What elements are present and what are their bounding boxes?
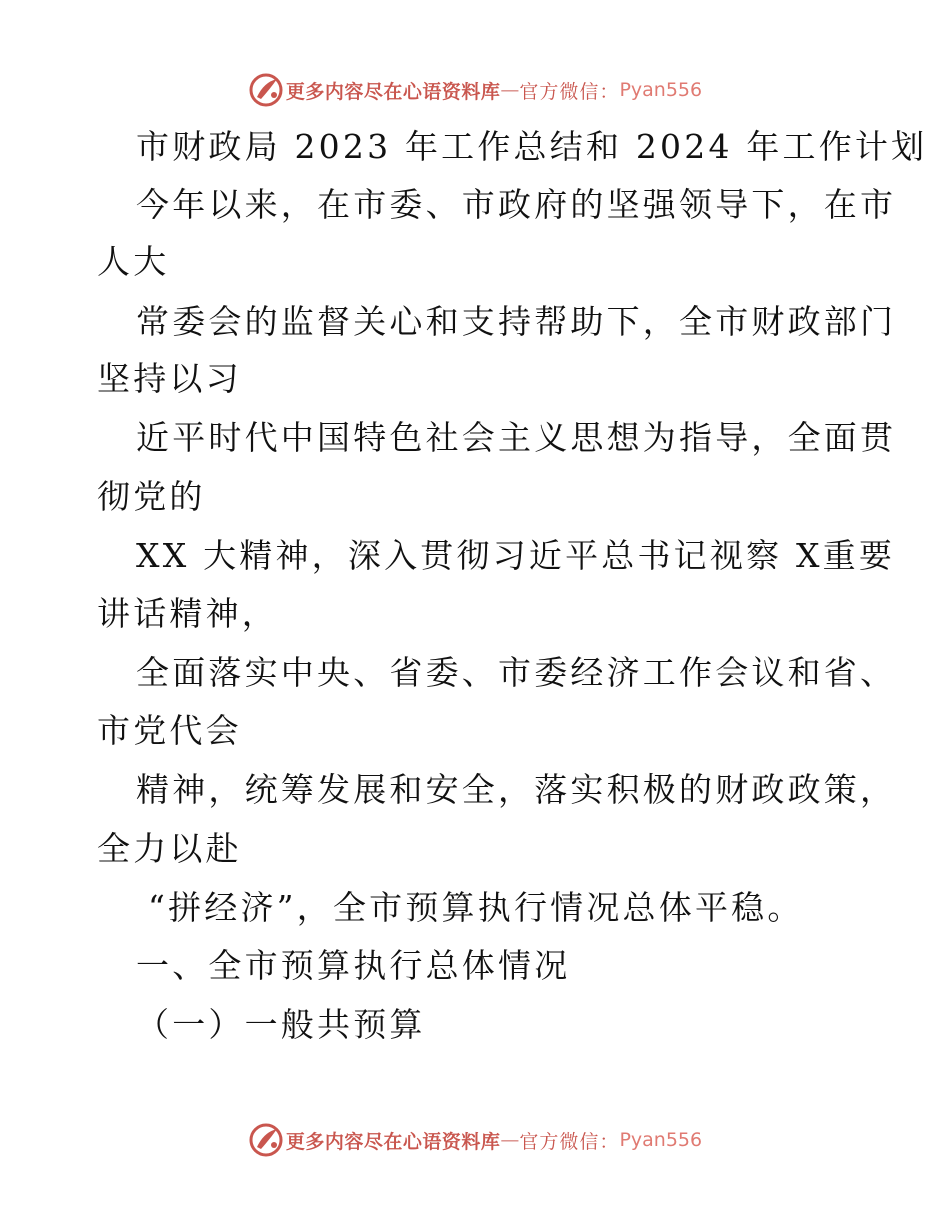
watermark-dash: — [500,1129,520,1151]
text-line: “拼经济”，全市预算执行情况总体平稳。 [148,888,804,927]
footer-watermark [0,1122,950,1158]
watermark-official-text: 官方微信： [519,80,620,103]
section-heading: 一、全市预算执行总体情况 [136,946,571,985]
watermark-site-text: 更多内容尽在心语资料库 [285,80,501,103]
text-line: XX 大精神，深入贯彻习近平总书记视察 X重要 [136,536,896,575]
text-line: 精神，统筹发展和安全，落实积极的财政政策， [136,770,897,809]
brush-seal-logo-icon [248,1122,284,1158]
watermark-dash: — [500,79,520,101]
text-line: 全力以赴 [97,829,242,868]
text-line: 坚持以习 [97,359,242,398]
watermark-site-text: 更多内容尽在心语资料库 [285,1130,501,1153]
text-line: 全面落实中央、省委、市委经济工作会议和省、 [136,653,897,692]
subsection-heading: （一）一般共预算 [136,1005,426,1044]
text-line: 彻党的 [97,477,206,516]
text-line: 人大 [97,242,170,281]
text-line: 讲话精神， [97,594,278,633]
text-line: 常委会的监督关心和支持帮助下，全市财政部门 [136,302,897,341]
text-line: 今年以来，在市委、市政府的坚强领导下，在市 [136,185,897,224]
document-title: 市财政局 2023 年工作总结和 2024 年工作计划 [136,127,928,166]
text-line: 市党代会 [97,711,242,750]
watermark-wechat-id: Pyan556 [619,1129,703,1151]
text-line: 近平时代中国特色社会主义思想为指导，全面贯 [136,418,897,457]
watermark-official-text: 官方微信： [519,1130,620,1153]
watermark-wechat-id: Pyan556 [619,79,703,101]
